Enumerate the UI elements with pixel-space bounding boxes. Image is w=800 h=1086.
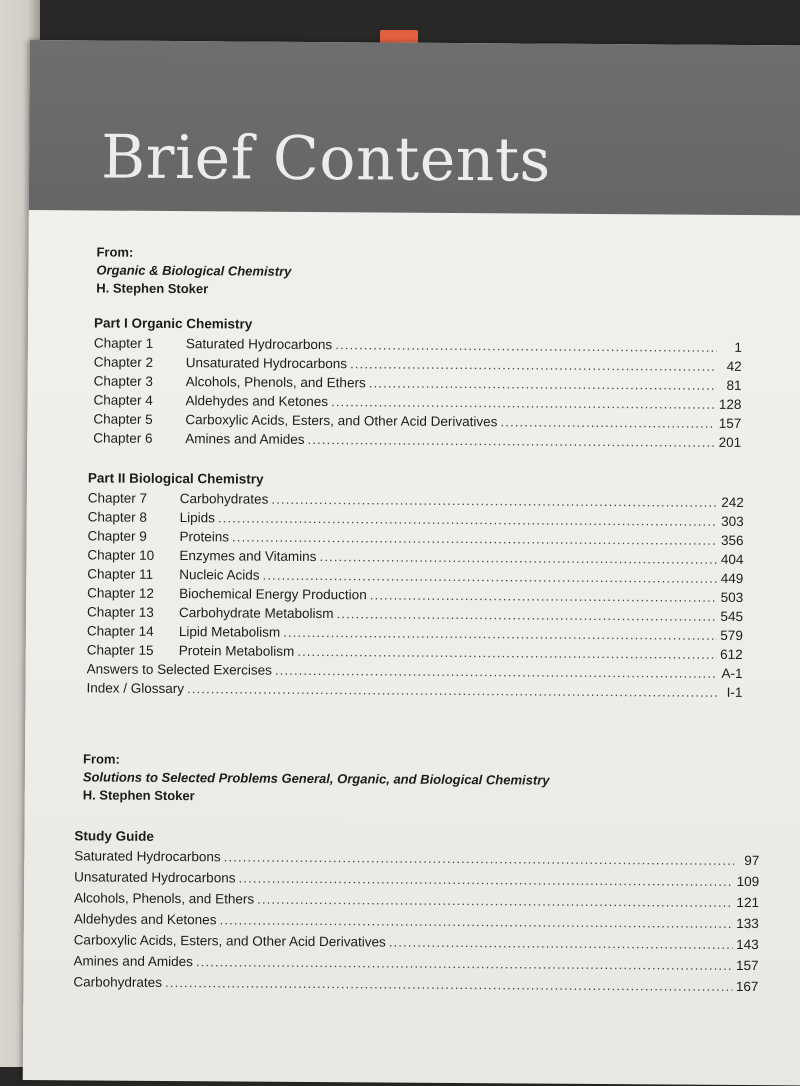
leader-dots bbox=[196, 954, 733, 973]
leader-dots bbox=[337, 606, 718, 624]
page-number: 545 bbox=[720, 608, 744, 624]
entry-title: Alcohols, Phenols, and Ethers bbox=[73, 890, 255, 907]
part1-list bbox=[93, 315, 742, 454]
source2-block bbox=[83, 750, 550, 807]
page-number: 157 bbox=[718, 415, 742, 431]
leader-dots bbox=[283, 625, 717, 643]
chapter-title: Proteins bbox=[179, 529, 230, 545]
chapter-title: Enzymes and Vitamins bbox=[179, 548, 317, 565]
page-number: 81 bbox=[726, 377, 742, 393]
page-number: 167 bbox=[735, 978, 759, 995]
title-banner bbox=[29, 40, 800, 216]
chapter-number: Chapter 11 bbox=[87, 566, 154, 582]
chapter-number: Chapter 7 bbox=[87, 490, 148, 506]
part2-heading: Part II Biological Chemistry bbox=[87, 470, 264, 487]
leader-dots bbox=[224, 849, 735, 868]
chapter-title: Carbohydrate Metabolism bbox=[178, 605, 334, 622]
source1-from-label: From: bbox=[96, 244, 134, 260]
leader-dots bbox=[500, 414, 715, 431]
leader-dots bbox=[370, 587, 718, 604]
page-number: A-1 bbox=[721, 665, 743, 681]
chapter-number: Chapter 8 bbox=[87, 509, 148, 525]
leader-dots bbox=[335, 337, 717, 355]
page-number: 157 bbox=[735, 957, 759, 974]
entry-title: Amines and Amides bbox=[73, 953, 193, 970]
page-number: 303 bbox=[721, 513, 744, 529]
study-guide-heading: Study Guide bbox=[74, 828, 155, 844]
source1-author: H. Stephen Stoker bbox=[96, 280, 209, 297]
page-number: 356 bbox=[720, 532, 744, 548]
part2-list bbox=[86, 470, 744, 704]
page-number: 404 bbox=[720, 551, 744, 567]
chapter-number: Chapter 5 bbox=[93, 411, 153, 427]
chapter-number: Chapter 4 bbox=[93, 392, 153, 408]
leader-dots bbox=[218, 510, 718, 528]
chapter-title: Carbohydrates bbox=[179, 491, 269, 507]
page-number: 503 bbox=[720, 589, 744, 605]
leader-dots bbox=[257, 892, 733, 910]
leader-dots bbox=[165, 975, 733, 994]
leader-dots bbox=[238, 870, 733, 888]
toc-row[interactable] bbox=[73, 974, 758, 1000]
leader-dots bbox=[275, 663, 718, 681]
entry-title: Aldehydes and Ketones bbox=[73, 911, 217, 928]
chapter-title: Protein Metabolism bbox=[178, 643, 295, 659]
chapter-number: Chapter 15 bbox=[86, 642, 154, 658]
chapter-title: Aldehydes and Ketones bbox=[185, 393, 329, 410]
leader-dots bbox=[271, 492, 718, 510]
source2-author: H. Stephen Stoker bbox=[82, 787, 195, 804]
source1-book-title: Organic & Biological Chemistry bbox=[96, 262, 292, 279]
page-number: 97 bbox=[744, 853, 760, 869]
leader-dots bbox=[297, 644, 717, 662]
chapter-number: Chapter 2 bbox=[93, 354, 154, 370]
entry-title: Carboxylic Acids, Esters, and Other Acid Derivatives bbox=[73, 932, 386, 950]
page-number: 1 bbox=[734, 339, 742, 355]
page-number: 201 bbox=[718, 434, 742, 450]
chapter-number: Chapter 1 bbox=[93, 335, 154, 351]
page-title: Brief Contents bbox=[100, 122, 552, 196]
leader-dots bbox=[263, 568, 718, 586]
leader-dots bbox=[219, 912, 733, 931]
leader-dots bbox=[350, 356, 717, 374]
chapter-title: Amines and Amides bbox=[185, 431, 305, 447]
chapter-title: Unsaturated Hydrocarbons bbox=[185, 355, 348, 372]
document-page bbox=[23, 40, 800, 1085]
entry-title: Saturated Hydrocarbons bbox=[74, 848, 221, 865]
chapter-title: Nucleic Acids bbox=[179, 567, 260, 583]
leader-dots bbox=[319, 549, 717, 567]
source2-from-label: From: bbox=[82, 751, 120, 767]
page-number: 143 bbox=[736, 936, 759, 953]
page-number: 449 bbox=[720, 570, 744, 586]
page-number: 109 bbox=[736, 873, 760, 890]
source2-book-title: Solutions to Selected Problems General, Organic, and Biological Chemistry bbox=[82, 769, 550, 788]
leader-dots bbox=[389, 935, 733, 952]
chapter-title: Carboxylic Acids, Esters, and Other Acid Derivatives bbox=[185, 412, 498, 430]
entry-title: Answers to Selected Exercises bbox=[86, 661, 273, 678]
leader-dots bbox=[232, 529, 718, 547]
page-number: 128 bbox=[718, 396, 742, 412]
chapter-title: Saturated Hydrocarbons bbox=[185, 336, 333, 353]
source1-block bbox=[96, 243, 291, 298]
part1-heading: Part I Organic Chemistry bbox=[93, 315, 253, 332]
page-number: 612 bbox=[720, 646, 743, 662]
chapter-title: Lipid Metabolism bbox=[178, 624, 281, 640]
leader-dots bbox=[187, 681, 718, 700]
page-number: I-1 bbox=[726, 684, 743, 700]
chapter-title: Alcohols, Phenols, and Ethers bbox=[185, 374, 366, 391]
chapter-number: Chapter 9 bbox=[87, 528, 147, 544]
toc-row[interactable] bbox=[93, 430, 741, 454]
chapter-number: Chapter 14 bbox=[86, 623, 154, 639]
page-number: 242 bbox=[721, 494, 744, 510]
chapter-number: Chapter 13 bbox=[86, 604, 154, 620]
page-number: 579 bbox=[720, 627, 743, 643]
page-number: 121 bbox=[736, 894, 760, 911]
leader-dots bbox=[307, 432, 715, 450]
page-number: 133 bbox=[736, 915, 759, 932]
entry-title: Carbohydrates bbox=[73, 974, 163, 990]
chapter-number: Chapter 12 bbox=[87, 585, 154, 601]
entry-title: Index / Glossary bbox=[86, 680, 185, 697]
chapter-title: Lipids bbox=[179, 510, 216, 526]
entry-title: Unsaturated Hydrocarbons bbox=[74, 869, 236, 886]
chapter-number: Chapter 6 bbox=[93, 430, 153, 446]
toc-row[interactable] bbox=[86, 680, 742, 704]
chapter-title: Biochemical Energy Production bbox=[179, 586, 367, 603]
leader-dots bbox=[331, 394, 716, 412]
page-number: 42 bbox=[726, 358, 742, 374]
chapter-number: Chapter 3 bbox=[93, 373, 153, 389]
leader-dots bbox=[369, 375, 717, 392]
study-guide-list bbox=[73, 828, 759, 1000]
chapter-number: Chapter 10 bbox=[87, 547, 155, 563]
